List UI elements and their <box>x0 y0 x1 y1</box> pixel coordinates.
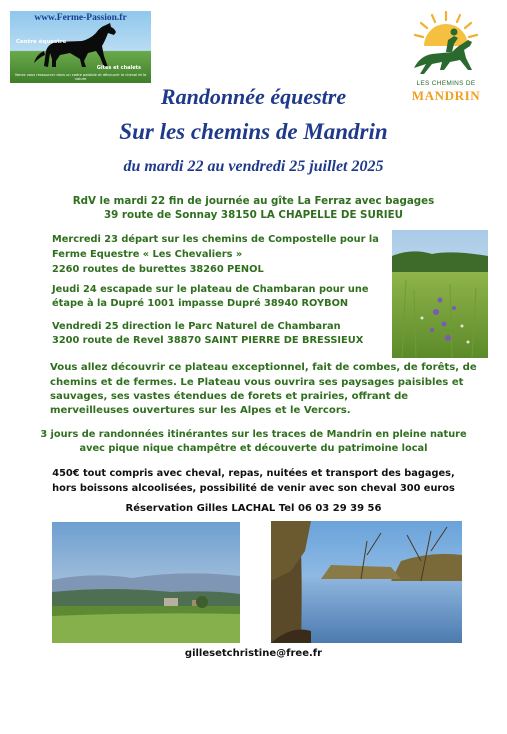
logo-website: www.Ferme-Passion.fr <box>34 13 127 23</box>
summary-line1: 3 jours de randonnées itinérantes sur les traces de Mandrin en pleine nature <box>40 429 467 440</box>
pond-photo <box>271 521 462 643</box>
rdv-line2: 39 route de Sonnay 38150 LA CHAPELLE DE SURIEU <box>104 209 403 221</box>
landscape-photo <box>52 522 240 643</box>
friday-line2: 3200 route de Revel 38870 SAINT PIERRE DE BRESSIEUX <box>52 335 364 346</box>
wednesday-line1: Mercredi 23 départ sur les chemins de Compostelle pour la <box>52 234 379 245</box>
description-line2: chemins et de fermes. Le Plateau vous ouvrira ses paysages paisibles et <box>50 377 464 388</box>
price-line2: hors boissons alcoolisées, possibilité de venir avec son cheval 300 euros <box>52 483 455 494</box>
thursday-line2: étape à la Dupré 1001 impasse Dupré 38940 ROYBON <box>52 298 349 309</box>
main-title: Randonnée équestre <box>160 84 347 109</box>
summary-line2: avec pique nique champêtre et découverte du patrimoine local <box>79 443 428 454</box>
dates: du mardi 22 au vendredi 25 juillet 2025 <box>123 158 384 175</box>
description-line4: merveilleuses ouvertures sur les Alpes et le Vercors. <box>50 405 351 416</box>
thursday-line1: Jeudi 24 escapade sur le plateau de Chambaran pour une <box>52 284 369 295</box>
wednesday-line3: 2260 routes de burettes 38260 PENOL <box>52 264 264 275</box>
ferme-passion-logo <box>10 11 151 83</box>
logo-label-gites: Gîtes et chalets <box>96 65 141 71</box>
horse-rider-icon <box>402 8 490 80</box>
reservation-contact: Réservation Gilles LACHAL Tel 06 03 29 39 56 <box>125 503 382 514</box>
description-line3: sauvages, ses vastes étendues de forets et prairies, offrant de <box>50 391 409 402</box>
logo-text-top: LES CHEMINS DE <box>416 80 476 87</box>
wednesday-line2: Ferme Equestre « Les Chevaliers » <box>52 249 243 260</box>
logo-tagline: Venez vous ressourcer dans un cadre paisible et découvrir le cheval et la nature <box>14 72 147 81</box>
meadow-flowers-photo <box>392 230 488 358</box>
contact-email[interactable]: gillesetchristine@free.fr <box>184 648 323 659</box>
rdv-line1: RdV le mardi 22 fin de journée au gîte La Ferraz avec bagages <box>72 195 435 207</box>
logo-text-bottom: MANDRIN <box>411 88 481 103</box>
price-line1: 450€ tout compris avec cheval, repas, nuitées et transport des bagages, <box>52 468 455 479</box>
friday-line1: Vendredi 25 direction le Parc Naturel de Chambaran <box>52 321 341 332</box>
logo-label-centre: Centre équestre <box>16 39 67 45</box>
description-line1: Vous allez découvrir ce plateau exceptionnel, fait de combes, de forêts, de <box>50 362 477 373</box>
subtitle: Sur les chemins de Mandrin <box>119 119 388 144</box>
